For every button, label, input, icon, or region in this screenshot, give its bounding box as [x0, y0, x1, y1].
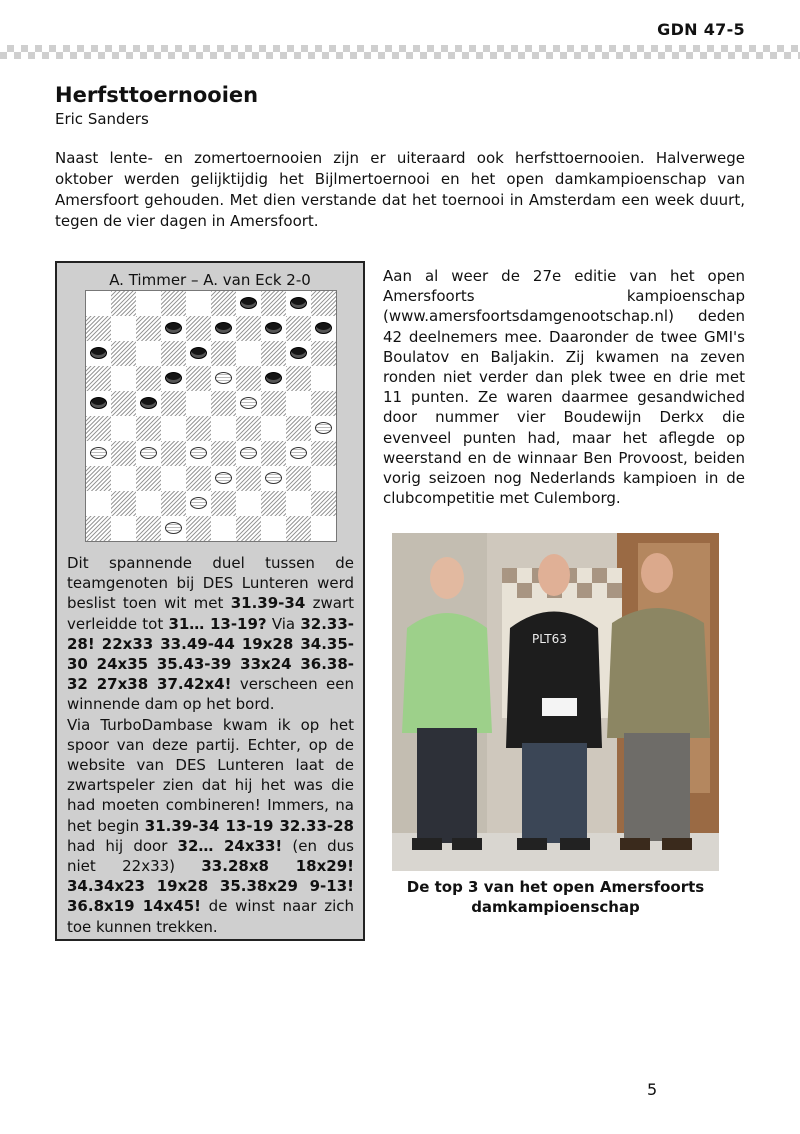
board-square-dark: [111, 441, 136, 466]
black-piece: [90, 397, 107, 409]
board-square-dark: [186, 466, 211, 491]
commentary-text: (en dus niet 22x33): [67, 836, 354, 876]
board-square-dark: [311, 441, 336, 466]
shirt-text: PLT63: [532, 632, 567, 646]
board-square-dark: [236, 466, 261, 491]
board-square-dark: [161, 391, 186, 416]
board-square-dark: [161, 441, 186, 466]
board-square-light: [161, 416, 186, 441]
board-square-light: [286, 341, 311, 366]
commentary-text: Via: [266, 614, 301, 633]
black-piece: [265, 322, 282, 334]
board-square-dark: [286, 416, 311, 441]
board-square-light: [86, 391, 111, 416]
white-piece: [165, 522, 182, 534]
board-square-dark: [311, 491, 336, 516]
board-square-light: [261, 416, 286, 441]
board-square-light: [161, 366, 186, 391]
draughts-board: [86, 291, 336, 541]
board-square-dark: [261, 491, 286, 516]
board-square-light: [111, 366, 136, 391]
board-square-dark: [261, 391, 286, 416]
black-piece: [315, 322, 332, 334]
board-square-dark: [311, 291, 336, 316]
board-square-dark: [186, 366, 211, 391]
board-square-light: [311, 466, 336, 491]
board-square-dark: [136, 466, 161, 491]
black-piece: [90, 347, 107, 359]
board-square-light: [311, 366, 336, 391]
board-square-dark: [261, 341, 286, 366]
board-square-dark: [161, 491, 186, 516]
board-square-dark: [86, 416, 111, 441]
board-square-light: [111, 466, 136, 491]
board-square-light: [186, 341, 211, 366]
white-piece: [140, 447, 157, 459]
board-square-light: [286, 441, 311, 466]
board-square-dark: [86, 516, 111, 541]
board-square-dark: [286, 516, 311, 541]
white-piece: [240, 397, 257, 409]
commentary-text: zwart verleidde tot: [67, 594, 354, 633]
board-square-dark: [236, 416, 261, 441]
board-square-dark: [211, 391, 236, 416]
white-piece: [290, 447, 307, 459]
board-square-light: [186, 391, 211, 416]
board-square-light: [161, 516, 186, 541]
white-piece: [190, 497, 207, 509]
commentary-text: had hij door: [67, 836, 178, 855]
photo-caption-line-1: De top 3 van het open Amersfoorts: [406, 878, 705, 896]
commentary-text: verscheen een winnende dam op het bord.: [67, 675, 354, 714]
board-square-light: [236, 291, 261, 316]
board-square-light: [261, 516, 286, 541]
board-square-dark: [136, 366, 161, 391]
photo-caption: [392, 877, 719, 917]
board-square-dark: [211, 441, 236, 466]
black-piece: [290, 347, 307, 359]
board-square-light: [161, 316, 186, 341]
board-square-dark: [311, 391, 336, 416]
board-square-light: [211, 316, 236, 341]
board-square-light: [86, 291, 111, 316]
board-square-dark: [136, 416, 161, 441]
move-notation: 31.39-34 13-19 32.33-28: [144, 816, 354, 835]
board-square-light: [86, 491, 111, 516]
move-notation: 31… 13-19?: [168, 614, 267, 633]
article-author: Eric Sanders: [55, 110, 149, 128]
board-square-dark: [236, 366, 261, 391]
board-square-light: [211, 516, 236, 541]
article-title: Herfsttoernooien: [55, 83, 259, 107]
intro-paragraph: Naast lente- en zomertoernooien zijn er uiteraard ook herfsttoernooien. Halverwege oktober werden gelijktijdig het Bijlmertoernooi en het open damkampioenschap van Amersfoort gehouden. Met dien verstande dat het toernooi in Amsterdam een week duurt, tegen de vier dagen in Amersfoort.: [55, 149, 745, 230]
board-square-light: [211, 466, 236, 491]
black-piece: [140, 397, 157, 409]
board-square-light: [136, 341, 161, 366]
move-notation: 33.28x8 18x29! 34.34x23 19x28 35.38x29 9-13! 36.8x19 14x45!: [67, 857, 354, 916]
board-square-light: [186, 441, 211, 466]
board-square-light: [261, 316, 286, 341]
white-piece: [315, 422, 332, 434]
diagram-caption: A. Timmer – A. van Eck 2-0: [109, 271, 311, 289]
white-piece: [190, 447, 207, 459]
board-square-dark: [86, 366, 111, 391]
board-square-dark: [111, 391, 136, 416]
black-piece: [290, 297, 307, 309]
move-notation: 32.33-28! 22x33 33.49-44 19x28 34.35-30 24x35 35.43-39 33x24 36.38-32 27x38 37.42x4!: [67, 614, 354, 694]
board-square-dark: [161, 291, 186, 316]
board-square-dark: [286, 366, 311, 391]
black-piece: [165, 322, 182, 334]
board-square-dark: [211, 491, 236, 516]
board-square-light: [236, 391, 261, 416]
board-square-light: [136, 491, 161, 516]
board-square-dark: [136, 316, 161, 341]
board-square-light: [136, 291, 161, 316]
board-square-light: [186, 291, 211, 316]
board-square-dark: [261, 441, 286, 466]
black-piece: [215, 322, 232, 334]
commentary-text: de winst naar zich toe kunnen trekken.: [67, 897, 354, 936]
board-square-light: [186, 491, 211, 516]
board-square-dark: [211, 341, 236, 366]
board-square-light: [86, 341, 111, 366]
white-piece: [90, 447, 107, 459]
board-square-dark: [186, 416, 211, 441]
white-piece: [215, 372, 232, 384]
board-square-light: [111, 516, 136, 541]
board-square-light: [136, 391, 161, 416]
board-square-light: [211, 416, 236, 441]
board-square-dark: [261, 291, 286, 316]
board-square-light: [161, 466, 186, 491]
board-square-light: [236, 441, 261, 466]
commentary-text: Dit spannende duel tussen de teamgenoten bij DES Lunteren werd beslist toen wit met: [67, 554, 354, 613]
page-number: 5: [647, 1080, 658, 1099]
board-square-light: [286, 391, 311, 416]
board-square-light: [136, 441, 161, 466]
board-square-dark: [86, 466, 111, 491]
game-commentary: [67, 553, 354, 937]
board-square-light: [311, 316, 336, 341]
board-square-dark: [236, 316, 261, 341]
black-piece: [265, 372, 282, 384]
board-square-light: [311, 416, 336, 441]
commentary-paragraph-2: [67, 715, 354, 937]
board-square-dark: [86, 316, 111, 341]
board-square-light: [286, 291, 311, 316]
board-square-dark: [211, 291, 236, 316]
board-square-dark: [286, 466, 311, 491]
board-square-dark: [111, 491, 136, 516]
tournament-report-paragraph: Aan al weer de 27e editie van het open Amersfoorts kampioenschap (www.amersfoortsdamgenootschap.nl) deden 42 deelnemers mee. Daaronder de twee GMI's Boulatov en Baljakin. Zij kwamen na zeven ronden niet verder dan plek twee en drie met 11 punten. Ze waren daarmee gesandwiched door nummer vier Boudewijn Derkx die evenveel punten had, maar het aflegde op weerstand en de winnaar Ben Provoost, beiden vorig seizoen nog Nederlands kampioen in de clubcompetitie met Culemborg.: [383, 267, 745, 508]
move-notation: 31.39-34: [230, 594, 306, 613]
winners-photo: [392, 533, 719, 871]
white-piece: [215, 472, 232, 484]
board-square-dark: [286, 316, 311, 341]
game-diagram-box: [55, 261, 365, 941]
board-square-dark: [311, 341, 336, 366]
white-piece: [265, 472, 282, 484]
board-square-dark: [136, 516, 161, 541]
board-square-light: [111, 416, 136, 441]
winners-photo-illustration: [392, 533, 719, 871]
white-piece: [240, 447, 257, 459]
issue-label: GDN 47-5: [657, 20, 745, 39]
commentary-text: Via TurboDambase kwam ik op het spoor van deze partij. Echter, op de website van DES Lunteren laat de zwartspeler zien dat hij het was die had moeten combineren! Immers, na het begin: [67, 715, 354, 835]
board-square-dark: [111, 341, 136, 366]
commentary-paragraph-1: [67, 553, 354, 715]
board-square-light: [86, 441, 111, 466]
board-square-light: [286, 491, 311, 516]
black-piece: [240, 297, 257, 309]
board-square-light: [311, 516, 336, 541]
checker-strip-divider: [0, 45, 800, 59]
board-square-dark: [236, 516, 261, 541]
board-square-light: [236, 341, 261, 366]
black-piece: [165, 372, 182, 384]
board-square-light: [111, 316, 136, 341]
board-square-light: [236, 491, 261, 516]
board-square-dark: [111, 291, 136, 316]
board-square-dark: [161, 341, 186, 366]
board-square-light: [211, 366, 236, 391]
board-square-light: [261, 466, 286, 491]
board-square-dark: [186, 516, 211, 541]
board-square-dark: [186, 316, 211, 341]
photo-caption-line-2: damkampioenschap: [471, 898, 640, 916]
move-notation: 32… 24x33!: [177, 836, 283, 855]
black-piece: [190, 347, 207, 359]
board-square-light: [261, 366, 286, 391]
